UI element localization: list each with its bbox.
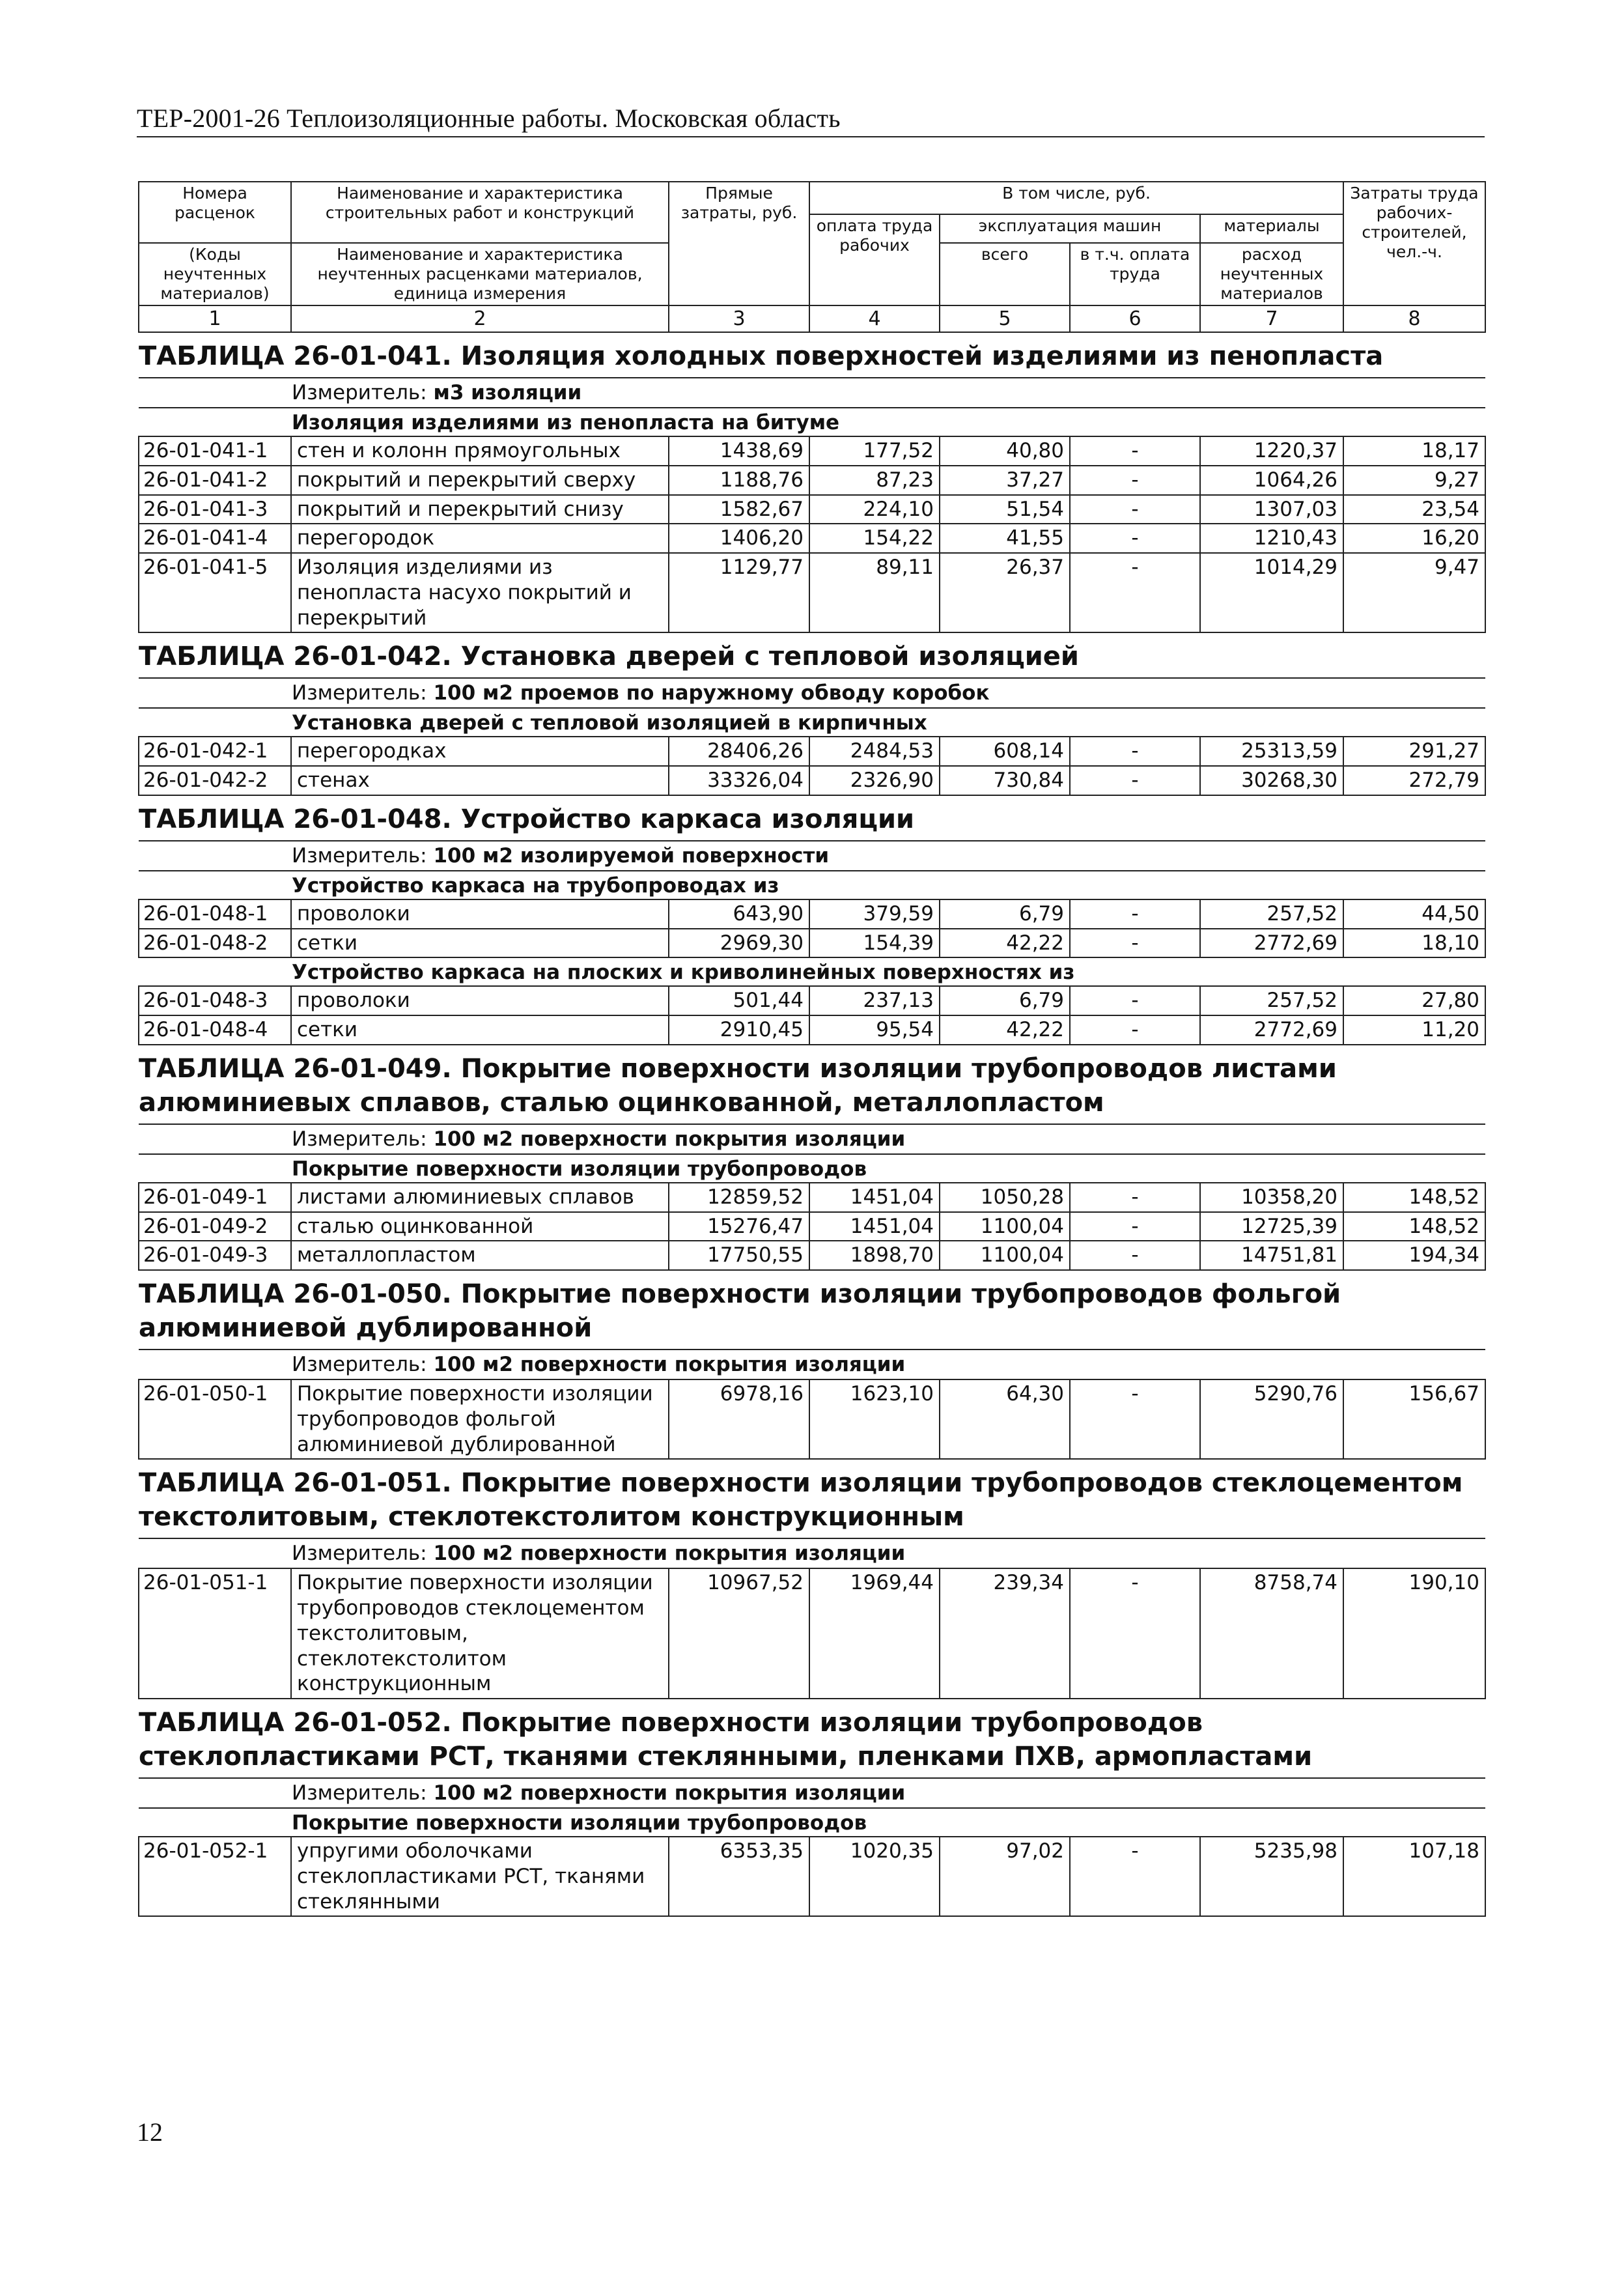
measure-cell [139, 841, 1485, 871]
labor-cost: 2326,90 [809, 766, 940, 795]
direct-cost: 1438,69 [669, 436, 809, 466]
machines-cost: 608,14 [940, 737, 1070, 766]
work-name: Покрытие поверхности изоляции трубопроводов стеклоцементом текстолитовым, стеклотекстолитом конструкционным [291, 1568, 669, 1699]
machines-cost: 51,54 [940, 495, 1070, 524]
section-title: ТАБЛИЦА 26-01-052. Покрытие поверхности изоляции трубопроводов стеклопластиками РСТ, тканями стеклянными, пленками ПХВ, армопластами [139, 1699, 1485, 1778]
section-title-row [139, 795, 1485, 841]
group-subtitle-row [139, 871, 1485, 899]
materials-cost: 12725,39 [1200, 1212, 1343, 1241]
measure-label: Измеритель: [292, 681, 427, 705]
machines-cost: 730,84 [940, 766, 1070, 795]
rate-code: 26-01-049-1 [139, 1183, 291, 1212]
table-row [139, 524, 1485, 553]
measure-value: 100 м2 поверхности покрытия изоляции [433, 1353, 906, 1376]
col-number: 6 [1070, 305, 1200, 332]
table-row [139, 737, 1485, 766]
machines-cost: 97,02 [940, 1837, 1070, 1916]
rate-code: 26-01-042-2 [139, 766, 291, 795]
measure-value: 100 м2 поверхности покрытия изоляции [433, 1127, 906, 1151]
col-header-material-codes: (Коды неучтенных материалов) [139, 243, 291, 305]
col-header-hours: Затраты труда рабочих-строителей, чел.-ч. [1343, 182, 1485, 305]
measure-value: 100 м2 проемов по наружному обводу коробок [433, 681, 990, 705]
machines-labor-cost: - [1070, 929, 1200, 958]
measure-label: Измеритель: [292, 1127, 427, 1151]
machines-labor-cost: - [1070, 737, 1200, 766]
measure-cell [139, 1538, 1485, 1568]
table-row [139, 436, 1485, 466]
measure-label: Измеритель: [292, 1781, 427, 1805]
machines-cost: 41,55 [940, 524, 1070, 553]
table-row [139, 1241, 1485, 1270]
header-row-1 [139, 182, 1485, 214]
direct-cost: 33326,04 [669, 766, 809, 795]
measure-row [139, 678, 1485, 708]
labor-cost: 154,22 [809, 524, 940, 553]
machines-labor-cost: - [1070, 436, 1200, 466]
section-title-row [139, 1699, 1485, 1778]
direct-cost: 6978,16 [669, 1379, 809, 1459]
price-table [138, 181, 1486, 1917]
labor-hours: 107,18 [1343, 1837, 1485, 1916]
rate-code: 26-01-049-3 [139, 1241, 291, 1270]
work-name: покрытий и перекрытий сверху [291, 466, 669, 495]
labor-hours: 156,67 [1343, 1379, 1485, 1459]
measure-row [139, 1538, 1485, 1568]
work-name: проволоки [291, 986, 669, 1015]
rate-code: 26-01-048-3 [139, 986, 291, 1015]
rate-code: 26-01-041-5 [139, 553, 291, 632]
work-name: стен и колонн прямоугольных [291, 436, 669, 466]
labor-cost: 1898,70 [809, 1241, 940, 1270]
labor-cost: 1623,10 [809, 1379, 940, 1459]
table-row [139, 1183, 1485, 1212]
materials-cost: 25313,59 [1200, 737, 1343, 766]
materials-cost: 8758,74 [1200, 1568, 1343, 1699]
table-row [139, 899, 1485, 929]
machines-cost: 6,79 [940, 986, 1070, 1015]
machines-labor-cost: - [1070, 1241, 1200, 1270]
materials-cost: 1064,26 [1200, 466, 1343, 495]
labor-cost: 224,10 [809, 495, 940, 524]
labor-cost: 2484,53 [809, 737, 940, 766]
work-name: сталью оцинкованной [291, 1212, 669, 1241]
machines-cost: 6,79 [940, 899, 1070, 929]
group-subtitle: Устройство каркаса на плоских и криволинейных поверхностях из [139, 957, 1485, 986]
group-subtitle: Изоляция изделиями из пенопласта на битуме [139, 408, 1485, 436]
col-number: 4 [809, 305, 940, 332]
labor-hours: 23,54 [1343, 495, 1485, 524]
section-title-row [139, 332, 1485, 378]
table-row [139, 1015, 1485, 1045]
work-name: упругими оболочками стеклопластиками РСТ, тканями стеклянными [291, 1837, 669, 1916]
materials-cost: 257,52 [1200, 986, 1343, 1015]
labor-cost: 95,54 [809, 1015, 940, 1045]
labor-cost: 154,39 [809, 929, 940, 958]
table-row [139, 466, 1485, 495]
machines-labor-cost: - [1070, 899, 1200, 929]
labor-cost: 1020,35 [809, 1837, 940, 1916]
direct-cost: 1582,67 [669, 495, 809, 524]
labor-hours: 18,17 [1343, 436, 1485, 466]
group-subtitle-row [139, 1808, 1485, 1837]
machines-labor-cost: - [1070, 1212, 1200, 1241]
materials-cost: 2772,69 [1200, 1015, 1343, 1045]
table-row [139, 1212, 1485, 1241]
materials-cost: 5290,76 [1200, 1379, 1343, 1459]
labor-hours: 272,79 [1343, 766, 1485, 795]
col-header-materials: материалы [1200, 214, 1343, 243]
rate-code: 26-01-048-1 [139, 899, 291, 929]
measure-label: Измеритель: [292, 1353, 427, 1376]
document-header: ТЕР-2001-26 Теплоизоляционные работы. Московская область [137, 103, 1485, 137]
page-number: 12 [137, 2117, 163, 2147]
rate-code: 26-01-042-1 [139, 737, 291, 766]
table-row [139, 986, 1485, 1015]
machines-cost: 1050,28 [940, 1183, 1070, 1212]
table-row [139, 1379, 1485, 1459]
measure-row [139, 1778, 1485, 1808]
labor-hours: 190,10 [1343, 1568, 1485, 1699]
labor-hours: 148,52 [1343, 1212, 1485, 1241]
measure-row [139, 1350, 1485, 1379]
machines-labor-cost: - [1070, 524, 1200, 553]
group-subtitle-row [139, 708, 1485, 737]
col-header-codes: Номера расценок [139, 182, 291, 243]
materials-cost: 5235,98 [1200, 1837, 1343, 1916]
rate-code: 26-01-051-1 [139, 1568, 291, 1699]
work-name: металлопластом [291, 1241, 669, 1270]
measure-cell [139, 1350, 1485, 1379]
col-header-machines-labor: в т.ч. оплата труда [1070, 243, 1200, 305]
rate-code: 26-01-052-1 [139, 1837, 291, 1916]
direct-cost: 12859,52 [669, 1183, 809, 1212]
direct-cost: 643,90 [669, 899, 809, 929]
materials-cost: 1210,43 [1200, 524, 1343, 553]
labor-hours: 16,20 [1343, 524, 1485, 553]
labor-hours: 194,34 [1343, 1241, 1485, 1270]
measure-value: 100 м2 изолируемой поверхности [433, 843, 830, 868]
labor-cost: 1969,44 [809, 1568, 940, 1699]
work-name: перегородках [291, 737, 669, 766]
measure-row [139, 378, 1485, 408]
machines-labor-cost: - [1070, 553, 1200, 632]
col-header-direct: Прямые затраты, руб. [669, 182, 809, 305]
measure-value: 100 м2 поверхности покрытия изоляции [433, 1781, 906, 1805]
materials-cost: 1307,03 [1200, 495, 1343, 524]
materials-cost: 2772,69 [1200, 929, 1343, 958]
machines-cost: 42,22 [940, 1015, 1070, 1045]
machines-cost: 26,37 [940, 553, 1070, 632]
col-header-material-name: Наименование и характеристика неучтенных расценками материалов, единица измерения [291, 243, 669, 305]
machines-cost: 64,30 [940, 1379, 1070, 1459]
work-name: перегородок [291, 524, 669, 553]
direct-cost: 1188,76 [669, 466, 809, 495]
table-row [139, 495, 1485, 524]
work-name: проволоки [291, 899, 669, 929]
rate-code: 26-01-041-3 [139, 495, 291, 524]
materials-cost: 30268,30 [1200, 766, 1343, 795]
rate-code: 26-01-048-2 [139, 929, 291, 958]
machines-labor-cost: - [1070, 1568, 1200, 1699]
direct-cost: 10967,52 [669, 1568, 809, 1699]
measure-label: Измеритель: [292, 843, 427, 868]
work-name: сетки [291, 1015, 669, 1045]
direct-cost: 6353,35 [669, 1837, 809, 1916]
group-subtitle: Покрытие поверхности изоляции трубопроводов [139, 1154, 1485, 1183]
machines-labor-cost: - [1070, 1837, 1200, 1916]
section-title: ТАБЛИЦА 26-01-042. Установка дверей с тепловой изоляцией [139, 632, 1485, 678]
machines-labor-cost: - [1070, 466, 1200, 495]
col-header-machines-total: всего [940, 243, 1070, 305]
table-row [139, 553, 1485, 632]
measure-value: м3 изоляции [433, 381, 582, 404]
labor-cost: 177,52 [809, 436, 940, 466]
machines-cost: 1100,04 [940, 1241, 1070, 1270]
rate-code: 26-01-041-2 [139, 466, 291, 495]
labor-cost: 1451,04 [809, 1212, 940, 1241]
direct-cost: 28406,26 [669, 737, 809, 766]
section-title: ТАБЛИЦА 26-01-041. Изоляция холодных поверхностей изделиями из пенопласта [139, 332, 1485, 378]
col-number: 2 [291, 305, 669, 332]
col-header-machines: эксплуатация машин [940, 214, 1200, 243]
section-title: ТАБЛИЦА 26-01-051. Покрытие поверхности изоляции трубопроводов стеклоцементом текстолитовым, стеклотекстолитом конструкционным [139, 1459, 1485, 1538]
labor-hours: 148,52 [1343, 1183, 1485, 1212]
machines-labor-cost: - [1070, 495, 1200, 524]
materials-cost: 14751,81 [1200, 1241, 1343, 1270]
measure-cell [139, 678, 1485, 708]
measure-label: Измеритель: [292, 1542, 427, 1566]
direct-cost: 1406,20 [669, 524, 809, 553]
materials-cost: 257,52 [1200, 899, 1343, 929]
machines-labor-cost: - [1070, 1379, 1200, 1459]
work-name: Покрытие поверхности изоляции трубопроводов фольгой алюминиевой дублированной [291, 1379, 669, 1459]
section-title-row [139, 1045, 1485, 1124]
measure-cell [139, 1124, 1485, 1154]
measure-value: 100 м2 поверхности покрытия изоляции [433, 1542, 906, 1566]
col-number: 1 [139, 305, 291, 332]
work-name: покрытий и перекрытий снизу [291, 495, 669, 524]
table-row [139, 1568, 1485, 1699]
measure-row [139, 841, 1485, 871]
labor-cost: 237,13 [809, 986, 940, 1015]
machines-cost: 40,80 [940, 436, 1070, 466]
machines-labor-cost: - [1070, 1183, 1200, 1212]
group-subtitle: Установка дверей с тепловой изоляцией в кирпичных [139, 708, 1485, 737]
machines-cost: 1100,04 [940, 1212, 1070, 1241]
col-header-group: В том числе, руб. [809, 182, 1343, 214]
measure-cell [139, 1778, 1485, 1808]
rate-code: 26-01-050-1 [139, 1379, 291, 1459]
direct-cost: 501,44 [669, 986, 809, 1015]
section-title-row [139, 1270, 1485, 1350]
materials-cost: 1014,29 [1200, 553, 1343, 632]
work-name: листами алюминиевых сплавов [291, 1183, 669, 1212]
rate-code: 26-01-041-1 [139, 436, 291, 466]
col-header-labor: оплата труда рабочих [809, 214, 940, 305]
labor-cost: 1451,04 [809, 1183, 940, 1212]
col-number: 8 [1343, 305, 1485, 332]
measure-cell [139, 378, 1485, 408]
direct-cost: 2969,30 [669, 929, 809, 958]
col-header-material-usage: расход неучтенных материалов [1200, 243, 1343, 305]
labor-hours: 291,27 [1343, 737, 1485, 766]
section-title: ТАБЛИЦА 26-01-050. Покрытие поверхности изоляции трубопроводов фольгой алюминиевой дублированной [139, 1270, 1485, 1350]
measure-row [139, 1124, 1485, 1154]
labor-hours: 9,47 [1343, 553, 1485, 632]
machines-cost: 37,27 [940, 466, 1070, 495]
work-name: сетки [291, 929, 669, 958]
labor-hours: 9,27 [1343, 466, 1485, 495]
direct-cost: 17750,55 [669, 1241, 809, 1270]
work-name: стенах [291, 766, 669, 795]
work-name: Изоляция изделиями из пенопласта насухо покрытий и перекрытий [291, 553, 669, 632]
machines-cost: 239,34 [940, 1568, 1070, 1699]
section-title: ТАБЛИЦА 26-01-048. Устройство каркаса изоляции [139, 795, 1485, 841]
rate-code: 26-01-048-4 [139, 1015, 291, 1045]
direct-cost: 15276,47 [669, 1212, 809, 1241]
direct-cost: 2910,45 [669, 1015, 809, 1045]
machines-labor-cost: - [1070, 766, 1200, 795]
labor-cost: 89,11 [809, 553, 940, 632]
labor-hours: 11,20 [1343, 1015, 1485, 1045]
labor-hours: 18,10 [1343, 929, 1485, 958]
machines-cost: 42,22 [940, 929, 1070, 958]
group-subtitle-row [139, 408, 1485, 436]
col-number: 7 [1200, 305, 1343, 332]
table-row [139, 766, 1485, 795]
col-header-name: Наименование и характеристика строительных работ и конструкций [291, 182, 669, 243]
col-number: 3 [669, 305, 809, 332]
machines-labor-cost: - [1070, 986, 1200, 1015]
labor-cost: 379,59 [809, 899, 940, 929]
section-title-row [139, 1459, 1485, 1538]
col-number: 5 [940, 305, 1070, 332]
machines-labor-cost: - [1070, 1015, 1200, 1045]
table-row [139, 1837, 1485, 1916]
section-title: ТАБЛИЦА 26-01-049. Покрытие поверхности изоляции трубопроводов листами алюминиевых сплавов, сталью оцинкованной, металлопластом [139, 1045, 1485, 1124]
materials-cost: 1220,37 [1200, 436, 1343, 466]
column-numbers-row [139, 305, 1485, 332]
labor-hours: 44,50 [1343, 899, 1485, 929]
labor-cost: 87,23 [809, 466, 940, 495]
measure-label: Измеритель: [292, 381, 427, 404]
group-subtitle-row [139, 1154, 1485, 1183]
rate-code: 26-01-041-4 [139, 524, 291, 553]
materials-cost: 10358,20 [1200, 1183, 1343, 1212]
section-title-row [139, 632, 1485, 678]
table-row [139, 929, 1485, 958]
labor-hours: 27,80 [1343, 986, 1485, 1015]
group-subtitle-row [139, 957, 1485, 986]
group-subtitle: Покрытие поверхности изоляции трубопроводов [139, 1808, 1485, 1837]
direct-cost: 1129,77 [669, 553, 809, 632]
rate-code: 26-01-049-2 [139, 1212, 291, 1241]
group-subtitle: Устройство каркаса на трубопроводах из [139, 871, 1485, 899]
